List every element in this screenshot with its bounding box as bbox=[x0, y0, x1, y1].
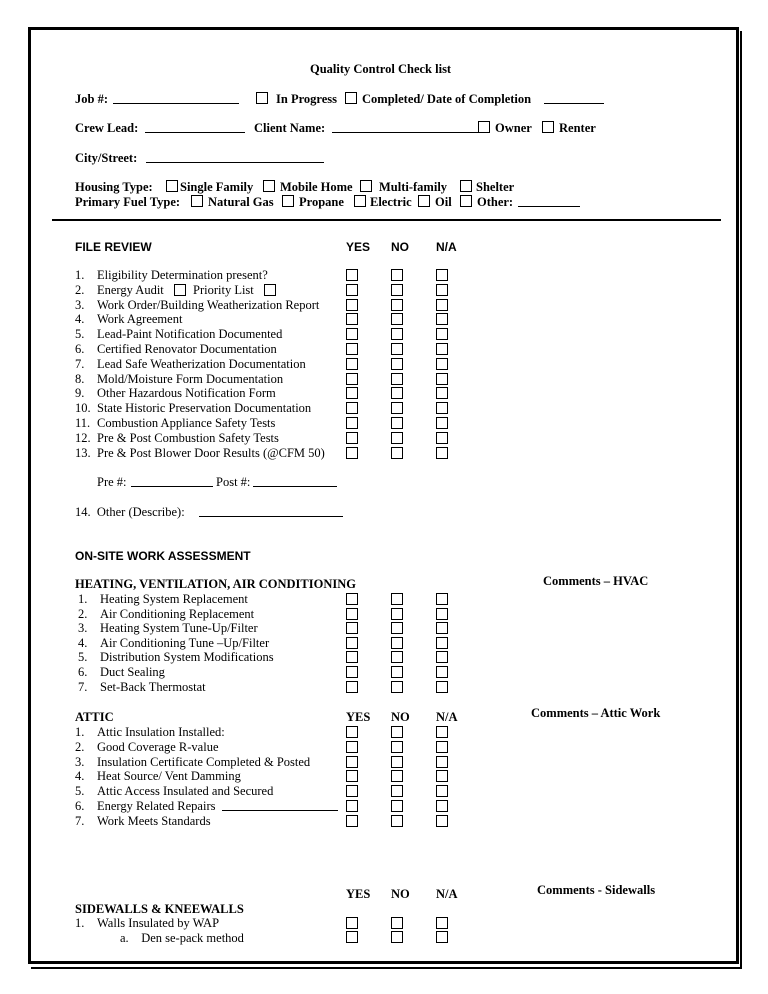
file-review-10-na-checkbox[interactable] bbox=[436, 402, 448, 414]
item-number: 6. bbox=[75, 799, 85, 813]
hvac-3-na-checkbox[interactable] bbox=[436, 622, 448, 634]
attic-4-na-checkbox[interactable] bbox=[436, 770, 448, 782]
hvac-item-4 bbox=[78, 636, 269, 651]
electric-checkbox[interactable] bbox=[354, 195, 366, 207]
file-review-12-na-checkbox[interactable] bbox=[436, 432, 448, 444]
attic-4-no-checkbox[interactable] bbox=[391, 770, 403, 782]
file-review-9-yes-checkbox[interactable] bbox=[346, 387, 358, 399]
mobile-home-label: Mobile Home bbox=[280, 180, 353, 194]
hvac-item-7 bbox=[78, 680, 206, 695]
sidewalls-1a-na-checkbox[interactable] bbox=[436, 931, 448, 943]
item-number: 5. bbox=[75, 327, 85, 342]
hvac-2-na-checkbox[interactable] bbox=[436, 608, 448, 620]
other-fuel-field[interactable] bbox=[518, 197, 580, 207]
item-text: Distribution System Modifications bbox=[100, 650, 274, 665]
item-text: Energy Related Repairs bbox=[97, 799, 216, 813]
attic-item-1 bbox=[75, 725, 225, 740]
item-text: Attic Access Insulated and Secured bbox=[97, 784, 274, 799]
item-text: State Historic Preservation Documentation bbox=[97, 401, 312, 416]
other-describe-field[interactable] bbox=[199, 507, 343, 517]
hvac-5-yes-checkbox[interactable] bbox=[346, 651, 358, 663]
item-text: Eligibility Determination present? bbox=[97, 268, 268, 282]
item-text: Combustion Appliance Safety Tests bbox=[97, 416, 276, 430]
file-review-5-yes-checkbox[interactable] bbox=[346, 328, 358, 340]
file-review-6-yes-checkbox[interactable] bbox=[346, 343, 358, 355]
attic-4-yes-checkbox[interactable] bbox=[346, 770, 358, 782]
file-review-7-yes-checkbox[interactable] bbox=[346, 358, 358, 370]
hvac-item-2 bbox=[78, 607, 254, 622]
item-number: 1. bbox=[75, 916, 85, 930]
attic-3-no-checkbox[interactable] bbox=[391, 756, 403, 768]
housing-type-label: Housing Type: bbox=[75, 180, 153, 194]
item-number: 7. bbox=[78, 679, 88, 694]
file-review-item-10 bbox=[75, 401, 311, 416]
hvac-6-no-checkbox[interactable] bbox=[391, 666, 403, 678]
attic-2-no-checkbox[interactable] bbox=[391, 741, 403, 753]
attic-2-na-checkbox[interactable] bbox=[436, 741, 448, 753]
client-name-label: Client Name: bbox=[254, 121, 326, 135]
file-review-13-na-checkbox[interactable] bbox=[436, 447, 448, 459]
hvac-heading: HEATING, VENTILATION, AIR CONDITIONING bbox=[75, 577, 356, 591]
file-review-1-yes-checkbox[interactable] bbox=[346, 269, 358, 281]
sidewalls-comments-label: Comments - Sidewalls bbox=[537, 883, 656, 897]
sidewalls-item-1a bbox=[120, 931, 244, 946]
attic-item-2 bbox=[75, 740, 219, 755]
hvac-1-yes-checkbox[interactable] bbox=[346, 593, 358, 605]
item-text: Air Conditioning Replacement bbox=[100, 606, 255, 621]
item-number: 3. bbox=[78, 621, 88, 636]
file-review-item-5 bbox=[75, 327, 282, 342]
file-review-item-6 bbox=[75, 342, 277, 357]
file-review-8-yes-checkbox[interactable] bbox=[346, 373, 358, 385]
item-number: 4. bbox=[75, 312, 85, 327]
item-number: 7. bbox=[75, 356, 85, 371]
attic-item-3 bbox=[75, 755, 310, 770]
sidewalls-col-no: NO bbox=[391, 887, 410, 901]
file-review-item-13 bbox=[75, 446, 325, 461]
onsite-heading: ON-SITE WORK ASSESSMENT bbox=[75, 549, 251, 563]
item-text: Energy Audit bbox=[97, 282, 164, 297]
item-text: Insulation Certificate Completed & Posted bbox=[97, 754, 311, 769]
header-divider bbox=[52, 219, 721, 221]
hvac-item-1 bbox=[78, 592, 248, 607]
item-text: Work Order/Building Weatherization Report bbox=[97, 297, 320, 312]
shelter-checkbox[interactable] bbox=[460, 180, 472, 192]
file-review-7-no-checkbox[interactable] bbox=[391, 358, 403, 370]
pre-label: Pre #: bbox=[97, 475, 127, 489]
item-text: Heating System Replacement bbox=[100, 592, 248, 606]
attic-3-na-checkbox[interactable] bbox=[436, 756, 448, 768]
sub-item-letter: a. bbox=[120, 931, 129, 945]
item-number: 1. bbox=[75, 725, 85, 739]
file-review-5-na-checkbox[interactable] bbox=[436, 328, 448, 340]
crew-lead-label: Crew Lead: bbox=[75, 121, 139, 135]
attic-1-yes-checkbox[interactable] bbox=[346, 726, 358, 738]
sidewalls-item-1 bbox=[75, 916, 219, 931]
attic-7-no-checkbox[interactable] bbox=[391, 815, 403, 827]
item-number: 6. bbox=[78, 665, 88, 679]
item-number: 2. bbox=[78, 606, 88, 621]
sidewalls-heading: SIDEWALLS & KNEEWALLS bbox=[75, 902, 244, 916]
attic-item-6 bbox=[75, 799, 215, 814]
file-review-8-no-checkbox[interactable] bbox=[391, 373, 403, 385]
item-number: 7. bbox=[75, 813, 85, 828]
file-review-item-3 bbox=[75, 298, 319, 313]
attic-col-no: NO bbox=[391, 710, 410, 724]
file-review-4-na-checkbox[interactable] bbox=[436, 313, 448, 325]
in-progress-label: In Progress bbox=[276, 92, 337, 106]
file-review-5-no-checkbox[interactable] bbox=[391, 328, 403, 340]
file-review-2-yes-checkbox[interactable] bbox=[346, 284, 358, 296]
completed-label: Completed/ Date of Completion bbox=[362, 92, 532, 106]
other-describe-number: 14. bbox=[75, 505, 91, 519]
attic-7-na-checkbox[interactable] bbox=[436, 815, 448, 827]
attic-6-na-checkbox[interactable] bbox=[436, 800, 448, 812]
sub-item-text: Den se-pack method bbox=[141, 931, 244, 945]
item-text: Attic Insulation Installed: bbox=[97, 725, 225, 739]
hvac-item-6 bbox=[78, 665, 165, 680]
item-text: Pre & Post Combustion Safety Tests bbox=[97, 430, 279, 445]
file-review-13-no-checkbox[interactable] bbox=[391, 447, 403, 459]
file-review-4-no-checkbox[interactable] bbox=[391, 313, 403, 325]
item-number: 5. bbox=[78, 650, 88, 665]
item-text: Walls Insulated by WAP bbox=[97, 916, 220, 930]
attic-5-no-checkbox[interactable] bbox=[391, 785, 403, 797]
other-describe-label: Other (Describe): bbox=[96, 505, 185, 519]
item-number: 4. bbox=[78, 635, 88, 650]
hvac-7-na-checkbox[interactable] bbox=[436, 681, 448, 693]
hvac-7-no-checkbox[interactable] bbox=[391, 681, 403, 693]
hvac-3-yes-checkbox[interactable] bbox=[346, 622, 358, 634]
attic-1-na-checkbox[interactable] bbox=[436, 726, 448, 738]
item-number: 4. bbox=[75, 769, 85, 784]
file-review-9-no-checkbox[interactable] bbox=[391, 387, 403, 399]
single-family-checkbox[interactable] bbox=[166, 180, 178, 192]
hvac-comments-label: Comments – HVAC bbox=[543, 574, 649, 588]
sidewalls-1-yes-checkbox[interactable] bbox=[346, 917, 358, 929]
hvac-3-no-checkbox[interactable] bbox=[391, 622, 403, 634]
file-review-12-no-checkbox[interactable] bbox=[391, 432, 403, 444]
attic-item-7 bbox=[75, 814, 211, 829]
hvac-item-3 bbox=[78, 621, 258, 636]
item-text: Lead Safe Weatherization Documentation bbox=[97, 356, 306, 371]
file-review-item-11 bbox=[75, 416, 275, 431]
sidewalls-col-na: N/A bbox=[436, 887, 458, 901]
multi-family-checkbox[interactable] bbox=[360, 180, 372, 192]
crew-lead-field[interactable] bbox=[145, 123, 245, 133]
hvac-5-no-checkbox[interactable] bbox=[391, 651, 403, 663]
hvac-2-yes-checkbox[interactable] bbox=[346, 608, 358, 620]
item-number: 1. bbox=[75, 268, 85, 282]
item-number: 3. bbox=[75, 754, 85, 769]
file-review-item-4 bbox=[75, 312, 182, 327]
energy-audit-checkbox[interactable] bbox=[174, 284, 186, 296]
natural-gas-label: Natural Gas bbox=[208, 195, 274, 209]
attic-6-no-checkbox[interactable] bbox=[391, 800, 403, 812]
item-number: 1. bbox=[78, 592, 88, 606]
hvac-6-na-checkbox[interactable] bbox=[436, 666, 448, 678]
item-number: 5. bbox=[75, 784, 85, 799]
other-fuel-checkbox[interactable] bbox=[460, 195, 472, 207]
client-name-field[interactable] bbox=[332, 123, 478, 133]
completion-date-field[interactable] bbox=[544, 94, 604, 104]
file-review-12-yes-checkbox[interactable] bbox=[346, 432, 358, 444]
file-review-item-8 bbox=[75, 372, 283, 387]
form-title: Quality Control Check list bbox=[310, 62, 452, 76]
job-label: Job #: bbox=[75, 92, 108, 106]
file-review-10-no-checkbox[interactable] bbox=[391, 402, 403, 414]
item-text: Heating System Tune-Up/Filter bbox=[100, 621, 258, 636]
owner-checkbox[interactable] bbox=[478, 121, 490, 133]
hvac-7-yes-checkbox[interactable] bbox=[346, 681, 358, 693]
col-no-header: NO bbox=[391, 240, 409, 254]
file-review-13-yes-checkbox[interactable] bbox=[346, 447, 358, 459]
file-review-9-na-checkbox[interactable] bbox=[436, 387, 448, 399]
file-review-item-12 bbox=[75, 431, 279, 446]
file-review-item-1 bbox=[75, 268, 268, 283]
file-review-2-na-checkbox[interactable] bbox=[436, 284, 448, 296]
item-number: 6. bbox=[75, 342, 85, 356]
priority-list-label: Priority List bbox=[193, 283, 254, 297]
attic-comments-label: Comments – Attic Work bbox=[531, 706, 661, 720]
hvac-5-na-checkbox[interactable] bbox=[436, 651, 448, 663]
post-field[interactable] bbox=[253, 477, 337, 487]
hvac-2-no-checkbox[interactable] bbox=[391, 608, 403, 620]
natural-gas-checkbox[interactable] bbox=[191, 195, 203, 207]
propane-checkbox[interactable] bbox=[282, 195, 294, 207]
file-review-1-no-checkbox[interactable] bbox=[391, 269, 403, 281]
item-number: 2. bbox=[75, 282, 85, 297]
shelter-label: Shelter bbox=[476, 180, 515, 194]
sidewalls-1a-no-checkbox[interactable] bbox=[391, 931, 403, 943]
post-label: Post #: bbox=[216, 475, 251, 489]
col-yes-header: YES bbox=[346, 240, 371, 254]
item-text: Work Agreement bbox=[97, 312, 183, 327]
mobile-home-checkbox[interactable] bbox=[263, 180, 275, 192]
item-text: Lead-Paint Notification Documented bbox=[97, 327, 283, 342]
oil-checkbox[interactable] bbox=[418, 195, 430, 207]
file-review-6-no-checkbox[interactable] bbox=[391, 343, 403, 355]
item-number: 10. bbox=[75, 401, 91, 416]
file-review-2-no-checkbox[interactable] bbox=[391, 284, 403, 296]
item-text: Work Meets Standards bbox=[97, 813, 211, 828]
item-number: 13. bbox=[75, 445, 91, 460]
multi-family-label: Multi-family bbox=[379, 180, 448, 194]
attic-1-no-checkbox[interactable] bbox=[391, 726, 403, 738]
attic-col-na: N/A bbox=[436, 710, 458, 724]
hvac-4-na-checkbox[interactable] bbox=[436, 637, 448, 649]
file-review-item-7 bbox=[75, 357, 306, 372]
attic-5-na-checkbox[interactable] bbox=[436, 785, 448, 797]
sidewalls-1-no-checkbox[interactable] bbox=[391, 917, 403, 929]
item-number: 2. bbox=[75, 739, 85, 754]
item-number: 11. bbox=[75, 416, 91, 430]
hvac-4-no-checkbox[interactable] bbox=[391, 637, 403, 649]
file-review-3-yes-checkbox[interactable] bbox=[346, 299, 358, 311]
energy-repairs-field[interactable] bbox=[222, 801, 338, 811]
attic-3-yes-checkbox[interactable] bbox=[346, 756, 358, 768]
item-text: Air Conditioning Tune –Up/Filter bbox=[100, 635, 270, 650]
completed-checkbox[interactable] bbox=[345, 92, 357, 104]
priority-list-checkbox[interactable] bbox=[264, 284, 276, 296]
electric-label: Electric bbox=[370, 195, 412, 209]
item-text: Pre & Post Blower Door Results (@CFM 50) bbox=[97, 445, 325, 460]
hvac-1-na-checkbox[interactable] bbox=[436, 593, 448, 605]
attic-6-yes-checkbox[interactable] bbox=[346, 800, 358, 812]
attic-heading: ATTIC bbox=[75, 710, 114, 724]
sidewalls-1a-yes-checkbox[interactable] bbox=[346, 931, 358, 943]
hvac-1-no-checkbox[interactable] bbox=[391, 593, 403, 605]
file-review-item-9 bbox=[75, 386, 276, 401]
item-number: 9. bbox=[75, 386, 85, 401]
file-review-10-yes-checkbox[interactable] bbox=[346, 402, 358, 414]
file-review-11-yes-checkbox[interactable] bbox=[346, 417, 358, 429]
job-number-field[interactable] bbox=[113, 94, 239, 104]
other-describe-item bbox=[75, 505, 185, 520]
other-fuel-label: Other: bbox=[477, 195, 514, 209]
propane-label: Propane bbox=[299, 195, 344, 209]
attic-item-4 bbox=[75, 769, 241, 784]
renter-checkbox[interactable] bbox=[542, 121, 554, 133]
file-review-item-2 bbox=[75, 283, 164, 298]
item-text: Set-Back Thermostat bbox=[100, 679, 206, 694]
item-text: Certified Renovator Documentation bbox=[97, 342, 277, 356]
city-street-label: City/Street: bbox=[75, 151, 138, 165]
hvac-4-yes-checkbox[interactable] bbox=[346, 637, 358, 649]
attic-col-yes: YES bbox=[346, 710, 371, 724]
hvac-6-yes-checkbox[interactable] bbox=[346, 666, 358, 678]
file-review-8-na-checkbox[interactable] bbox=[436, 373, 448, 385]
item-text: Heat Source/ Vent Damming bbox=[97, 769, 241, 784]
renter-label: Renter bbox=[559, 121, 596, 135]
file-review-11-no-checkbox[interactable] bbox=[391, 417, 403, 429]
col-na-header: N/A bbox=[436, 240, 457, 254]
item-text: Other Hazardous Notification Form bbox=[97, 386, 276, 401]
item-text: Duct Sealing bbox=[100, 665, 165, 679]
file-review-6-na-checkbox[interactable] bbox=[436, 343, 448, 355]
item-number: 3. bbox=[75, 297, 85, 312]
file-review-1-na-checkbox[interactable] bbox=[436, 269, 448, 281]
file-review-3-no-checkbox[interactable] bbox=[391, 299, 403, 311]
fuel-type-label: Primary Fuel Type: bbox=[75, 195, 181, 209]
attic-7-yes-checkbox[interactable] bbox=[346, 815, 358, 827]
pre-field[interactable] bbox=[131, 477, 213, 487]
file-review-3-na-checkbox[interactable] bbox=[436, 299, 448, 311]
file-review-7-na-checkbox[interactable] bbox=[436, 358, 448, 370]
sidewalls-1-na-checkbox[interactable] bbox=[436, 917, 448, 929]
item-number: 12. bbox=[75, 430, 91, 445]
item-text: Mold/Moisture Form Documentation bbox=[97, 371, 284, 386]
single-family-label: Single Family bbox=[180, 180, 254, 194]
attic-5-yes-checkbox[interactable] bbox=[346, 785, 358, 797]
item-number: 8. bbox=[75, 371, 85, 386]
file-review-11-na-checkbox[interactable] bbox=[436, 417, 448, 429]
hvac-item-5 bbox=[78, 650, 274, 665]
in-progress-checkbox[interactable] bbox=[256, 92, 268, 104]
oil-label: Oil bbox=[435, 195, 452, 209]
file-review-4-yes-checkbox[interactable] bbox=[346, 313, 358, 325]
file-review-heading: FILE REVIEW bbox=[75, 240, 152, 254]
attic-item-5 bbox=[75, 784, 273, 799]
item-text: Good Coverage R-value bbox=[97, 739, 219, 754]
sidewalls-col-yes: YES bbox=[346, 887, 371, 901]
owner-label: Owner bbox=[495, 121, 532, 135]
attic-2-yes-checkbox[interactable] bbox=[346, 741, 358, 753]
city-street-field[interactable] bbox=[146, 153, 324, 163]
